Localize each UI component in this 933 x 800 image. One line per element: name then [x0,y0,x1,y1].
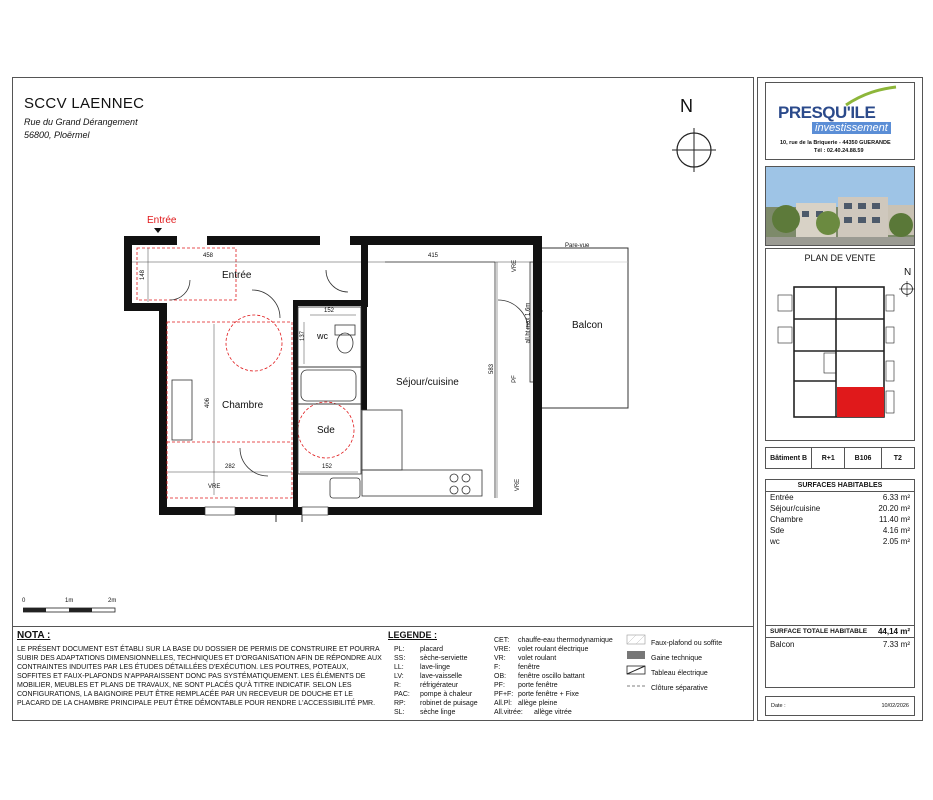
surface-row: Séjour/cuisine 20.20 m² [770,504,910,513]
date-value: 10/02/2026 [881,703,909,709]
legend-item: R: réfrigérateur [394,682,459,689]
vre-label-3: VRE [208,484,221,490]
dim-458: 458 [203,253,214,259]
dim-583: 583 [489,363,496,375]
dim-137: 137 [300,330,307,342]
brand-address: 10, rue de la Briquerie - 44350 GUERANDE [780,140,891,146]
legend-symbol-label: Faux-plafond ou soffite [651,640,723,647]
legend-item: OB: fenêtre oscillo battant [494,673,585,680]
legend-item: SS: sèche-serviette [394,655,468,662]
total-value: 44,14 m² [877,627,910,636]
lot-info-row [765,447,915,469]
dim-282: 282 [225,464,236,470]
total-row [766,625,914,638]
info-level: R+1 [812,448,845,468]
legend-col-2 [494,636,613,717]
legend-item: PL: placard [394,646,443,653]
legend-item: VRE: volet roulant électrique [494,646,589,653]
pare-vue-label: Pare-vue [565,243,590,249]
scale-2m: 2m [108,598,117,604]
legend-symbol-label: Tableau électrique [651,670,708,677]
entry-label: Entrée [147,215,177,226]
scale-1m: 1m [65,598,74,604]
legend-symbol-label: Gaine technique [651,655,702,662]
note-text: LE PRÉSENT DOCUMENT EST ÉTABLI SUR LA BASE DU DOSSIER DE PERMIS DE CONSTRUIRE ET POURRA SUBIR DES ADAPTATIONS DIMENSIONNELLES, TECHNIQUES ET D'ORGANISATION AFIN DE RÉPONDRE AUX CONTRAINTES INDUITES PAR LES ÉTUDES DÉTAILLÉES D'EXÉCUTION. LES POUTRES, POTEAUX, SOFFITES ET FAUX-PLAFONDS N'APPARAISSENT DONC PAS SYSTÉMATIQUEMENT. LES ÉLÉMENTS DE MOBILIER, MEUBLES ET PLANS DE TRAVAUX, NE SONT PLACÉS QU'À TITRE INDICATIF. SELON LES CONFIGURATIONS, LA BAIGNOIRE PEUT ÊTRE REMPLACÉE PAR UN RECEVEUR DE DOUCHE ET LE PLACARD DE LA CHAMBRE PRINCIPALE PEUT ÊTRE DÉMONTABLE POUR RENDRE L'ACCESSIBILITÉ PMR. [17,646,382,707]
room-sde: Sde [317,425,335,436]
surfaces-box [765,479,915,688]
legend-symbol-labels [651,636,722,696]
dim-152a: 152 [324,308,335,314]
legend-item: PF+F: porte fenêtre + Fixe [494,691,579,698]
surface-row: Sde 4.16 m² [770,526,910,535]
address-line-2: 56800, Ploërmel [24,130,90,140]
info-building: Bâtiment B [766,448,812,468]
surface-row: Chambre 11.40 m² [770,515,910,524]
room-chambre: Chambre [222,400,264,411]
room-entree: Entrée [222,270,252,281]
dim-406: 406 [205,397,212,409]
surfaces-list [766,492,914,547]
building-photo [765,166,915,246]
scale-0: 0 [22,598,26,604]
legend-item: F: fenêtre [494,664,540,671]
room-wc: wc [317,331,328,341]
legend-item: RP: robinet de puisage [394,700,478,707]
room-sejour: Séjour/cuisine [396,377,459,388]
legend-item: All.vitrée: allège vitrée [494,709,572,716]
project-title: SCCV LAENNEC [24,95,145,112]
brand-phone: Tél : 02.40.24.88.59 [814,148,864,154]
vre-label-1: VRE [512,259,519,273]
legend-item: VR: volet roulant [494,655,557,662]
vre-label-2: VRE [515,478,522,492]
legend-symbols [626,633,648,693]
legend-item: PF: porte fenêtre [494,682,558,689]
legend-symbol-label: Clôture séparative [651,685,708,692]
brand-main: PRESQU'ILE [778,103,876,122]
dim-148: 148 [140,269,147,281]
key-plan-image [776,281,896,426]
key-plan-box [765,248,915,441]
building-photo-image [766,167,915,246]
legend-title: LEGENDE : [388,630,438,640]
scale-bar [23,606,119,616]
address-line-1: Rue du Grand Dérangement [24,117,138,127]
brand-box [765,82,915,160]
legend-item: All.Pl: allège pleine [494,700,558,707]
info-lot: B106 [845,448,881,468]
brand-sub: investissement [812,122,891,134]
key-plan-north: N [904,267,912,278]
legend-item: LL: lave-linge [394,664,450,671]
date-box [765,696,915,716]
room-balcon: Balcon [572,320,603,331]
key-plan-title: PLAN DE VENTE [804,253,876,263]
legend-item: SL: sèche linge [394,709,456,716]
key-plan-compass-icon [899,281,915,297]
total-label: SURFACE TOTALE HABITABLE [770,628,868,635]
pf-label: PF [511,375,518,383]
bottom-divider [12,626,754,627]
dim-152b: 152 [322,464,333,470]
legend-item: LV: lave-vaisselle [394,673,463,680]
surface-row: wc 2.05 m² [770,537,910,546]
note-title: NOTA : [17,630,51,641]
north-label: N [680,96,693,116]
cloison-label: Cloison séparative [537,290,544,340]
info-type: T2 [893,454,902,462]
surfaces-title: SURFACES HABITABLES [766,480,914,492]
surface-row: Entrée 6.33 m² [770,493,910,502]
legend-item: PAC: pompe à chaleur [394,691,473,698]
date-label: Date : [771,703,786,709]
legend-item: CET: chauffe-eau thermodynamique [494,637,613,644]
hsp-label: all.ht max 1.6m [525,302,532,344]
balcon-row: Balcon 7.33 m² [770,640,910,649]
legend-col-1 [394,645,478,717]
dim-415: 415 [428,253,439,259]
